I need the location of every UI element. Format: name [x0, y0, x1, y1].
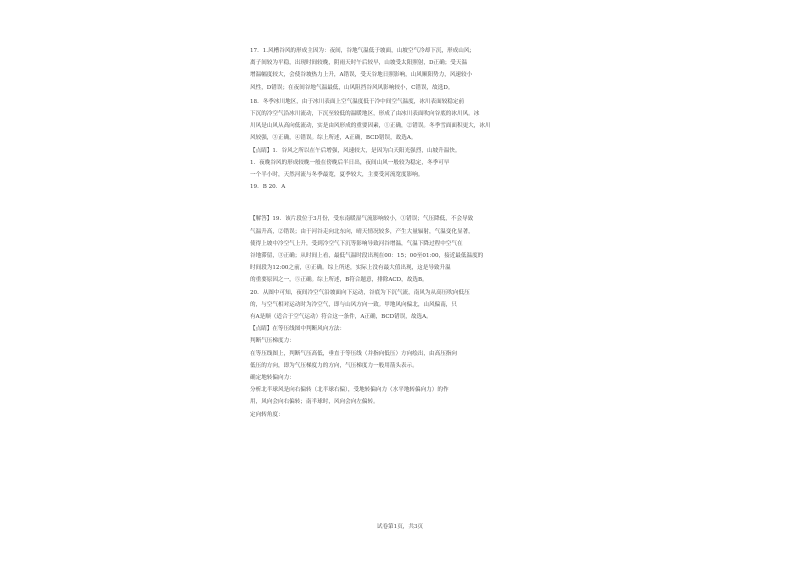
text-line: 20．从图中可知，夜间冷空气沿坡面向下运动，谷底为下沉气流，南风为从高压吹向低压 [250, 289, 470, 296]
text-line: 的重要原因之一，⑤正确。综上所述，B符合题意，排除ACD，故选B。 [250, 277, 428, 284]
text-line: 一个半小时，天然河流与冬季最宽，夏季较大，主要受河流宽度影响。 [250, 172, 424, 179]
text-line: 时间段为12:00之前，④正确。综上所述，实际上没有最大值出现，这是导致升温 [250, 265, 451, 272]
text-line: 下沉的冷空气沿冰川流动，下沉至较低的温暖地区，形成了由冰川表面吹向谷底的冰川风。冰 [250, 111, 480, 118]
text-line: 【点睛】1．谷风之所以在午后增强，风速较大，是因为白天阳光强烈，山坡升温快。 [250, 147, 461, 154]
spacer [250, 193, 550, 213]
text-line: 【点睛】在等压线图中判断风向方法： [250, 326, 346, 333]
text-line: 低压的方向，即为气压梯度力的方向，气压梯度力一般用箭头表示。 [250, 362, 418, 369]
text-line: 判断气压梯度力： [250, 338, 295, 345]
text-line: 川风是山风从高向低流动，实是由风形成的重要因素，①正确，②错误。冬季雪面面积更大，冰川 [250, 123, 491, 130]
text-line: 18．冬季冰川地区，由于冰川表面上空气温度低于冷中间空气温度，冰川表面较稳定前 [250, 98, 465, 105]
text-line: 确定地转偏向力： [250, 375, 295, 382]
answer-key-line: 19．B 20．A [250, 184, 286, 191]
answer-text [250, 45, 550, 421]
text-line: 17．1.风槽谷风的形成主因为：夜间，谷地气温低于坡面，山坡空气冷却下沉，形成山风； [250, 48, 476, 54]
text-line: 风较强，③正确，④错误。综上所述，A正确，BCD错误，故选A。 [250, 135, 417, 142]
text-line: 定向转角度： [250, 411, 284, 418]
text-line: 风性，D错误；在夜间谷地气温最低，山风阻挡谷风风影响较小，C错误，故选D。 [250, 84, 454, 91]
text-line: 【解答】19．该片段位于3月份，受东南暖湿气流影响较小，①错误；气压降低，不会导致 [250, 216, 474, 223]
text-line: 在等压线图上，判断气压高低，垂直于等压线（并指向低压）方向绘出，由高压指向 [250, 350, 457, 357]
text-line: 增温幅度较大，会使谷坡热力上升，A错误，受天谷地日照影响，山风顺阳势力，风速较小 [250, 72, 473, 79]
text-line: 的，与空气相对运动时为冷空气，即与山风方向一致。甲地风向偏北，山风偏南，只 [250, 301, 457, 308]
text-line: 用，风向会向右偏转；南半球时，风向会向左偏转。 [250, 399, 379, 406]
page-footer: 试卷第1页，共3页 [376, 524, 424, 530]
text-line: 分析北半球风是向右偏转（北半球右偏），受地转偏向力（水平地转偏向力）的作 [250, 387, 449, 394]
text-line: 1．夜晚谷风的形成较晚一般在傍晚后半日出，夜间山风一般较为稳定，冬季可早 [250, 159, 450, 166]
text-line: 有A是顺（适合于空气运动）符合这一条件，A正确，BCD错误，故选A。 [250, 314, 432, 321]
text-line: 气温升高，②错误；由于河谷走向北东向，晴天情况较多，产生大量辐射，气温变化显著， [250, 228, 474, 235]
text-line: 谷地滞留，③正确；从时间上看，最低气温时段出现在00：15；00至01:00，接近最低温度的 [250, 253, 484, 260]
text-line: 使得上坡中冷空气上升，受到冷空气下沉等影响导致河谷增温，气温下降过程中空气在 [250, 240, 463, 247]
text-line: 离子间较为平稳，出现时间较晚，阴雨天时午后较早，山坡受太阳照射，D正确；受天温 [250, 60, 468, 67]
